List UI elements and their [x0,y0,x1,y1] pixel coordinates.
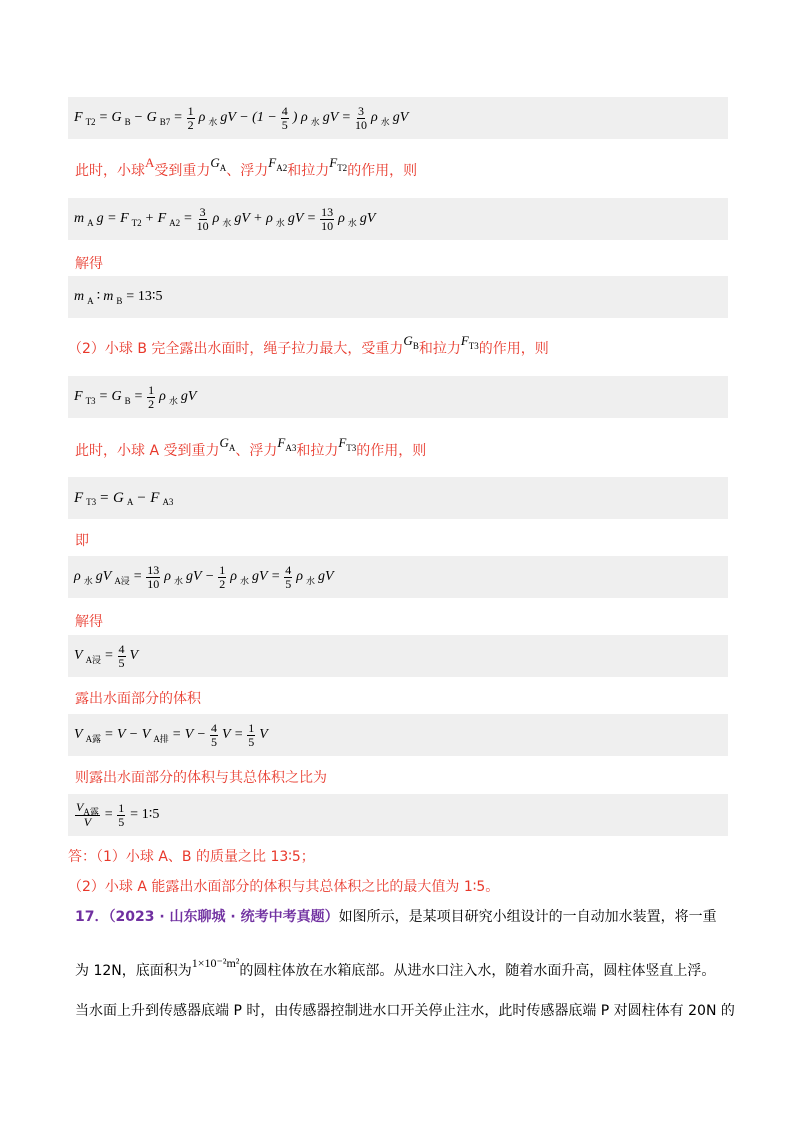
formula-va-immersed: V A浸 = $\frac{4}{5}$ V [68,635,728,677]
solution-line-forces-a-2: 此时，小球 A 受到重力$G_A$、浮力$F_{A3}$和拉力$F_{T3}$的作用，则 [75,435,427,459]
solution-line-forces-a: 此时，小球A受到重力$G_A$、浮力$F_{A2}$和拉力$F_{T2}$的作用，则 [75,155,418,179]
formula-ft3-ga: F T3 = G A − F A3 [68,477,728,519]
answer-line-1: 答：（1）小球 A、B 的质量之比 13∶5； [68,849,315,865]
solution-line-jiede-2: 解得 [75,614,103,630]
formula-volume-ratio: $\frac{V_{A露}}{V}$ = $\frac{1}{5}$ = 1∶5 [68,794,728,836]
solution-line-ji: 即 [75,533,89,549]
formula-mass-ratio: m A ∶ m B = 13∶5 [68,276,728,318]
solution-line-ratio: 则露出水面部分的体积与其总体积之比为 [75,770,327,786]
solution-line-jiede-1: 解得 [75,256,103,272]
question-17-line-3: 当水面上升到传感器底端 P 时，由传感器控制进水口开关停止注水，此时传感器底端 P 对圆柱体有 20N 的 [75,1003,735,1019]
formula-mag: m A g = F T2 + F A2 = $\frac{3}{10}$ ρ 水 gV + ρ 水 gV = $\frac{13}{10}$ ρ 水 gV [68,198,728,240]
formula-va-exposed: V A露 = V − V A排 = V − $\frac{4}{5}$ V = $\frac{1}{5}$ V [68,714,728,756]
question-number: 17． [75,909,109,925]
question-17-line-1: 17．（2023 · 山东聊城 · 统考中考真题）如图所示，是某项目研究小组设计的一自动加水装置，将一重 [75,909,717,925]
solution-line-part2-intro: （2）小球 B 完全露出水面时，绳子拉力最大，受重力$G_B$和拉力$F_{T3}$的作用，则 [68,333,549,357]
area-value: 1×10⁻²m² [191,956,240,970]
question-17-line-2: 为 12N，底面积为1×10⁻²m²的圆柱体放在水箱底部。从进水口注入水，随着水面升高，圆柱体竖直上浮。 [75,956,716,979]
solution-line-exposed-volume: 露出水面部分的体积 [75,691,201,707]
formula-density-volume: ρ 水 gV A浸 = $\frac{13}{10}$ ρ 水 gV − $\frac{1}{2}$ ρ 水 gV = $\frac{4}{5}$ ρ 水 gV [68,556,728,598]
answer-line-2: （2）小球 A 能露出水面部分的体积与其总体积之比的最大值为 1∶5。 [68,879,500,895]
formula-ft3-gb: F T3 = G B = $\frac{1}{2}$ ρ 水 gV [68,376,728,418]
formula-ft2: F T2 = G B − G B7 = $\frac{1}{2}$ ρ 水 gV − (1 − $\frac{4}{5}$ ) ρ 水 gV = $\frac{3}{10}$ ρ 水 gV [68,97,728,139]
question-source: （2023 · 山东聊城 · 统考中考真题） [108,909,339,925]
